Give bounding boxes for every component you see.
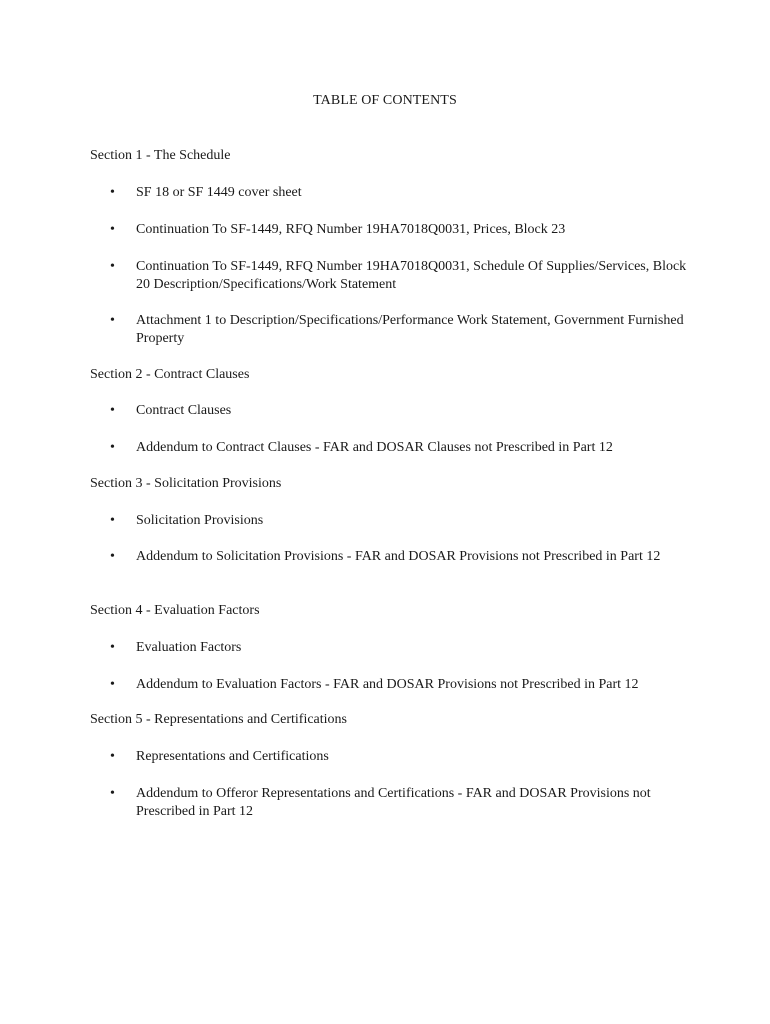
list-item-text: Addendum to Contract Clauses - FAR and DOSAR Clauses not Prescribed in Part 12 (136, 440, 613, 455)
bullet-icon: • (110, 403, 115, 418)
bullet-icon: • (110, 259, 115, 274)
list-item-text: Addendum to Evaluation Factors - FAR and DOSAR Provisions not Prescribed in Part 12 (136, 677, 639, 692)
bullet-icon: • (110, 222, 115, 237)
list-item-text: Addendum to Solicitation Provisions - FAR and DOSAR Provisions not Prescribed in Part 12 (136, 549, 661, 564)
bullet-icon: • (110, 185, 115, 200)
list-item-text: Continuation To SF-1449, RFQ Number 19HA7018Q0031, Prices, Block 23 (136, 222, 566, 237)
list-item-text: SF 18 or SF 1449 cover sheet (136, 185, 302, 200)
bullet-icon: • (110, 640, 115, 655)
list-item-text: Contract Clauses (136, 403, 232, 418)
list-item-text: Continuation To SF-1449, RFQ Number 19HA7018Q0031, Schedule Of Supplies/Services, Block 20 Description/Specifications/Work Statement (136, 259, 687, 292)
bullet-icon: • (110, 677, 115, 692)
bullet-icon: • (110, 313, 115, 328)
section-5-heading: Section 5 - Representations and Certifications (90, 712, 347, 727)
bullet-icon: • (110, 549, 115, 564)
page-title: TABLE OF CONTENTS (313, 93, 457, 108)
bullet-icon: • (110, 786, 115, 801)
section-1-heading: Section 1 - The Schedule (90, 148, 231, 163)
section-3-heading: Section 3 - Solicitation Provisions (90, 476, 282, 491)
bullet-icon: • (110, 749, 115, 764)
list-item-text: Representations and Certifications (136, 749, 329, 764)
list-item-text: Addendum to Offeror Representations and Certifications - FAR and DOSAR Provisions not Prescribed in Part 12 (136, 786, 651, 819)
bullet-icon: • (110, 513, 115, 528)
bullet-icon: • (110, 440, 115, 455)
list-item-text: Attachment 1 to Description/Specifications/Performance Work Statement, Government Furnished Property (136, 313, 684, 346)
section-4-heading: Section 4 - Evaluation Factors (90, 603, 260, 618)
section-2-heading: Section 2 - Contract Clauses (90, 367, 250, 382)
list-item-text: Solicitation Provisions (136, 513, 264, 528)
list-item-text: Evaluation Factors (136, 640, 242, 655)
